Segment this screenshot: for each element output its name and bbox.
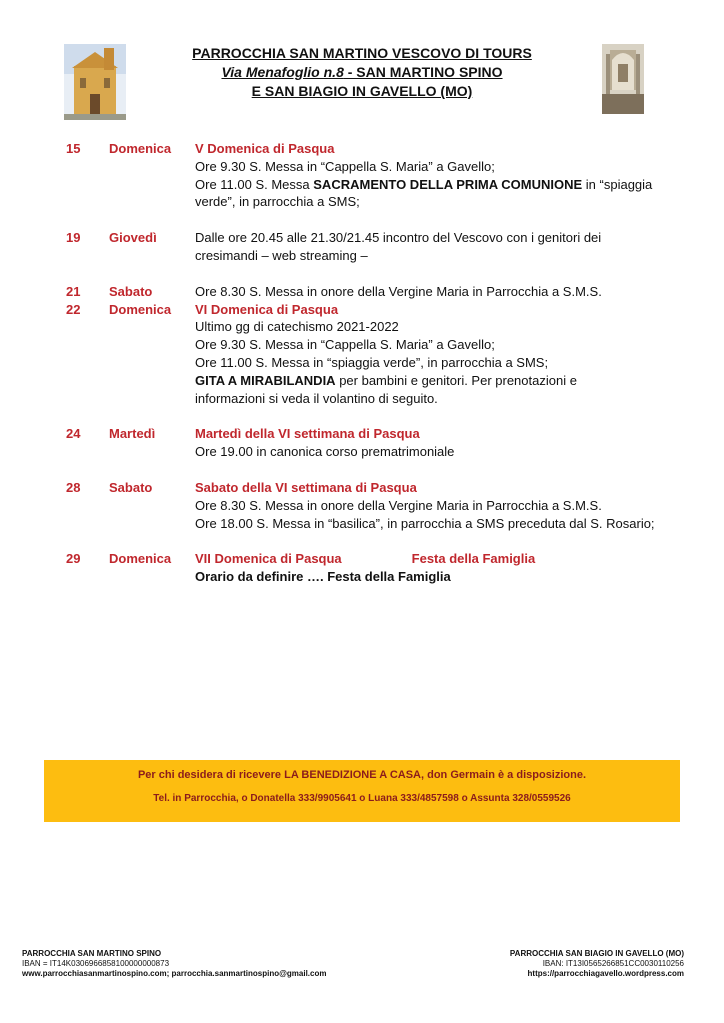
event-line: Orario da definire …. Festa della Famiglia xyxy=(195,569,451,585)
header-title: PARROCCHIA SAN MARTINO VESCOVO DI TOURS xyxy=(192,45,532,61)
event-day: 15 xyxy=(66,141,81,156)
event-title: VII Domenica di Pasqua Festa della Famiglia xyxy=(195,551,536,567)
event-weekday: Domenica xyxy=(109,141,172,156)
event-title: V Domenica di Pasqua xyxy=(195,141,335,156)
blessing-notice xyxy=(44,760,680,822)
notice-line2: Tel. in Parrocchia, o Donatella 333/9905641 o Luana 333/4857598 o Assunta 328/0559526 xyxy=(153,793,571,804)
event-day: 19 xyxy=(66,230,81,246)
page-header xyxy=(0,44,724,101)
notice-line1: Per chi desidera di ricevere LA BENEDIZIONE A CASA, don Germain è a disposizione. xyxy=(137,769,587,781)
events-list xyxy=(0,140,724,586)
event-weekday: Domenica xyxy=(109,301,172,317)
event-line: informazioni si veda il volantino di seguito. xyxy=(195,390,438,406)
footer-left-name: PARROCCHIA SAN MARTINO SPINO xyxy=(22,949,162,958)
header-street: Via Menafoglio n.8 xyxy=(221,64,344,80)
event-day: 21 xyxy=(66,283,81,299)
event-line: cresimandi – web streaming – xyxy=(195,247,368,263)
event-line: Ore 8.30 S. Messa in onore della Vergine Maria in Parrocchia a S.M.S. xyxy=(195,497,602,513)
event-line: Ultimo gg di catechismo 2021-2022 xyxy=(195,319,399,335)
event-weekday: Domenica xyxy=(109,551,172,567)
header-subtitle: E SAN BIAGIO IN GAVELLO (MO) xyxy=(251,83,473,99)
event-line: Dalle ore 20.45 alle 21.30/21.45 incontro del Vescovo con i genitori dei xyxy=(195,230,602,246)
event-title-secondary: Festa della Famiglia xyxy=(411,551,536,567)
header-address xyxy=(0,63,724,82)
event-day: 24 xyxy=(66,426,81,442)
footer-right-iban: IBAN: IT13I0565266851CC0030110256 xyxy=(542,959,684,968)
event-line: Ore 9.30 S. Messa in “Cappella S. Maria” a Gavello; xyxy=(195,337,495,353)
event-day: 29 xyxy=(66,551,81,567)
event-line: Ore 11.00 S. Messa SACRAMENTO DELLA PRIMA COMUNIONE in “spiaggia xyxy=(195,176,653,192)
event-21 xyxy=(0,283,724,301)
event-weekday: Giovedì xyxy=(109,230,157,246)
event-28 xyxy=(0,479,724,532)
event-line: verde”, in parrocchia a SMS; xyxy=(195,194,360,210)
event-line: Ore 19.00 in canonica corso prematrimoniale xyxy=(195,444,455,460)
event-29 xyxy=(0,550,724,586)
event-15 xyxy=(0,140,724,211)
footer-left-web[interactable]: www.parrocchiasanmartinospino.com; parrocchia.sanmartinospino@gmail.com xyxy=(22,969,327,978)
event-weekday: Sabato xyxy=(109,283,153,299)
event-title: VI Domenica di Pasqua xyxy=(195,301,339,317)
event-line: Ore 8.30 S. Messa in onore della Vergine Maria in Parrocchia a S.M.S. xyxy=(195,283,602,299)
event-title: Sabato della VI settimana di Pasqua xyxy=(195,479,417,495)
footer-right-web[interactable]: https://parrocchiagavello.wordpress.com xyxy=(527,969,684,978)
footer-right xyxy=(492,949,684,979)
footer-left xyxy=(22,949,326,979)
event-19 xyxy=(0,229,724,265)
footer-left-iban: IBAN = IT14K0306966858100000000873 xyxy=(22,959,170,968)
event-weekday: Sabato xyxy=(109,479,153,495)
event-day: 28 xyxy=(66,479,81,495)
event-line: Ore 18.00 S. Messa in “basilica”, in parrocchia a SMS preceduta dal S. Rosario; xyxy=(195,515,655,531)
event-title: Martedì della VI settimana di Pasqua xyxy=(195,426,420,442)
event-line: Ore 11.00 S. Messa in “spiaggia verde”, in parrocchia a SMS; xyxy=(195,354,549,370)
header-town: - SAN MARTINO SPINO xyxy=(343,64,503,80)
event-line: GITA A MIRABILANDIA per bambini e genitori. Per prenotazioni e xyxy=(195,372,577,388)
event-24 xyxy=(0,425,724,461)
footer-right-name: PARROCCHIA SAN BIAGIO IN GAVELLO (MO) xyxy=(509,949,684,958)
event-22 xyxy=(0,301,724,408)
event-line: Ore 9.30 S. Messa in “Cappella S. Maria” a Gavello; xyxy=(195,158,495,174)
event-weekday: Martedì xyxy=(109,426,156,442)
event-day: 22 xyxy=(66,301,81,317)
